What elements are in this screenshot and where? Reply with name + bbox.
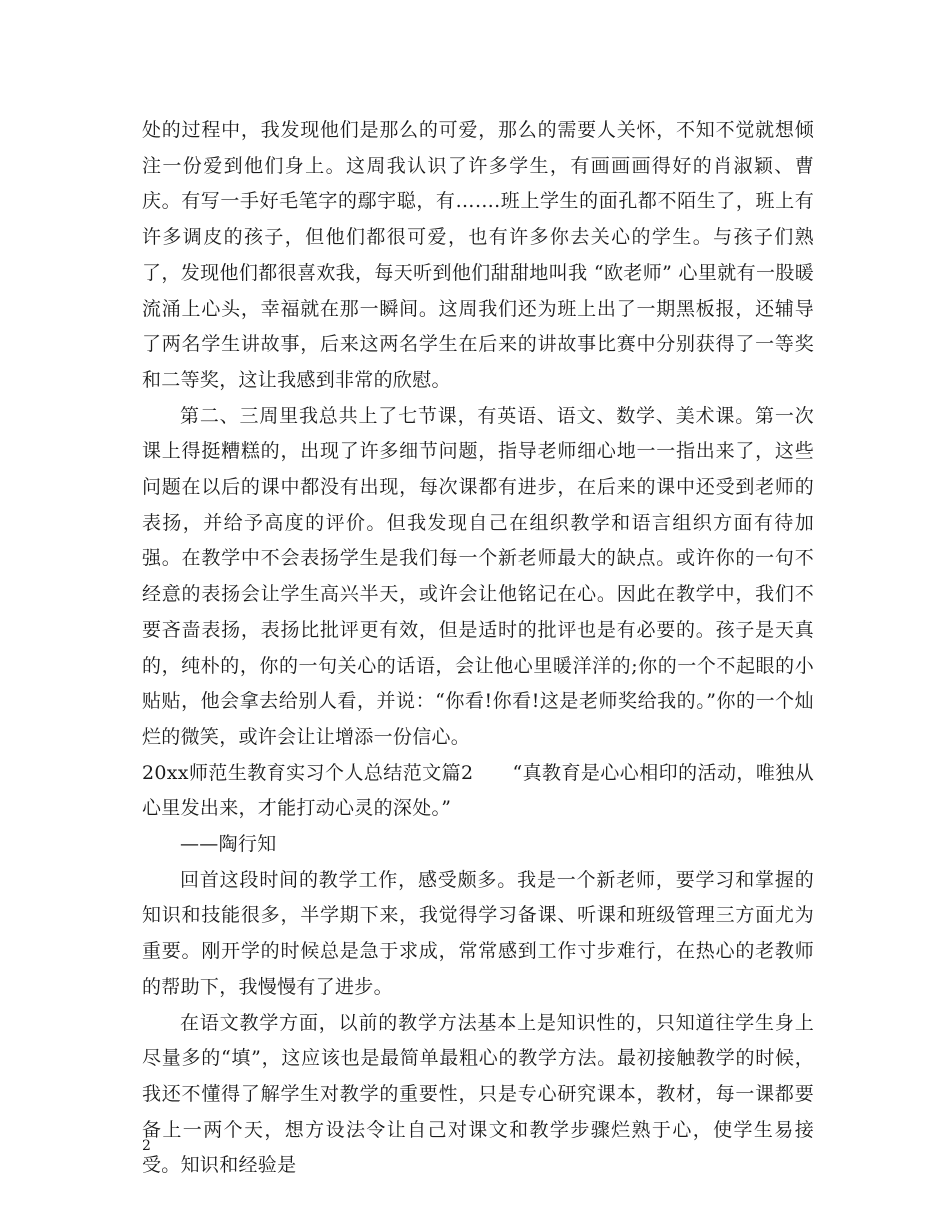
quote-attribution: ——陶行知 [180, 833, 277, 856]
paragraph-continuation: 处的过程中，我发现他们是那么的可爱，那么的需要人关怀，不知不觉就想倾注一份爱到他们身上。这周我认识了许多学生，有画画画得好的肖淑颖、曹庆。有写一手好毛笔字的鄢宇聪，有…….班上学生的面孔都不陌生了，班上有许多调皮的孩子，但他们都很可爱，也有许多你去关心的学生。与孩子们熟了，发现他们都很喜欢我，每天听到他们甜甜地叫我 “欧老师” 心里就有一股暖流涌上心头，幸福就在那一瞬间。这周我们还为班上出了一期黑板报，还辅导了两名学生讲故事，后来这两名学生在后来的讲故事比赛中分别获得了一等奖和二等奖，这让我感到非常的欣慰。 [142, 119, 814, 391]
paragraph-chinese-teaching: 在语文教学方面，以前的教学方法基本上是知识性的，只知道往学生身上尽量多的“填”，这应该也是最简单最粗心的教学方法。最初接触教学的时候，我还不懂得了解学生对教学的重要性，只是专心研究课本，教材，每一课都要备上一两个天，想方设法令让自己对课文和教学步骤烂熟于心，使学生易接受。知识和经验是 [142, 1011, 814, 1177]
paragraph-lessons: 第二、三周里我总共上了七节课，有英语、语文、数学、美术课。第一次课上得挺糟糕的，出现了许多细节问题，指导老师细心地一一指出来了，这些问题在以后的课中都没有出现，每次课都有进步，在后来的课中还受到老师的表扬，并给予高度的评价。但我发现自己在组织教学和语言组织方面有待加强。在教学中不会表扬学生是我们每一个新老师最大的缺点。或许你的一句不经意的表扬会让学生高兴半天，或许会让他铭记在心。因此在教学中，我们不要吝啬表扬，表扬比批评更有效，但是适时的批评也是有必要的。孩子是天真的，纯朴的，你的一句关心的话语，会让他心里暖洋洋的;你的一个不起眼的小贴贴，他会拿去给别人看，并说：“你看!你看!这是老师奖给我的。”你的一个灿烂的微笑，或许会让让增添一份信心。 [142, 404, 814, 748]
document-body [142, 113, 814, 1184]
section-heading-quote: 20xx师范生教育实习个人总结范文篇2 “真教育是心心相印的活动，唯独从心里发出来，才能打动心灵的深处。” [142, 761, 814, 820]
page-number: 2 [142, 1138, 151, 1154]
paragraph-reflection: 回首这段时间的教学工作，感受颇多。我是一个新老师，要学习和掌握的知识和技能很多，半学期下来，我觉得学习备课、听课和班级管理三方面尤为重要。刚开学的时候总是急于求成，常常感到工作寸步难行，在热心的老教师的帮助下，我慢慢有了进步。 [142, 868, 814, 998]
